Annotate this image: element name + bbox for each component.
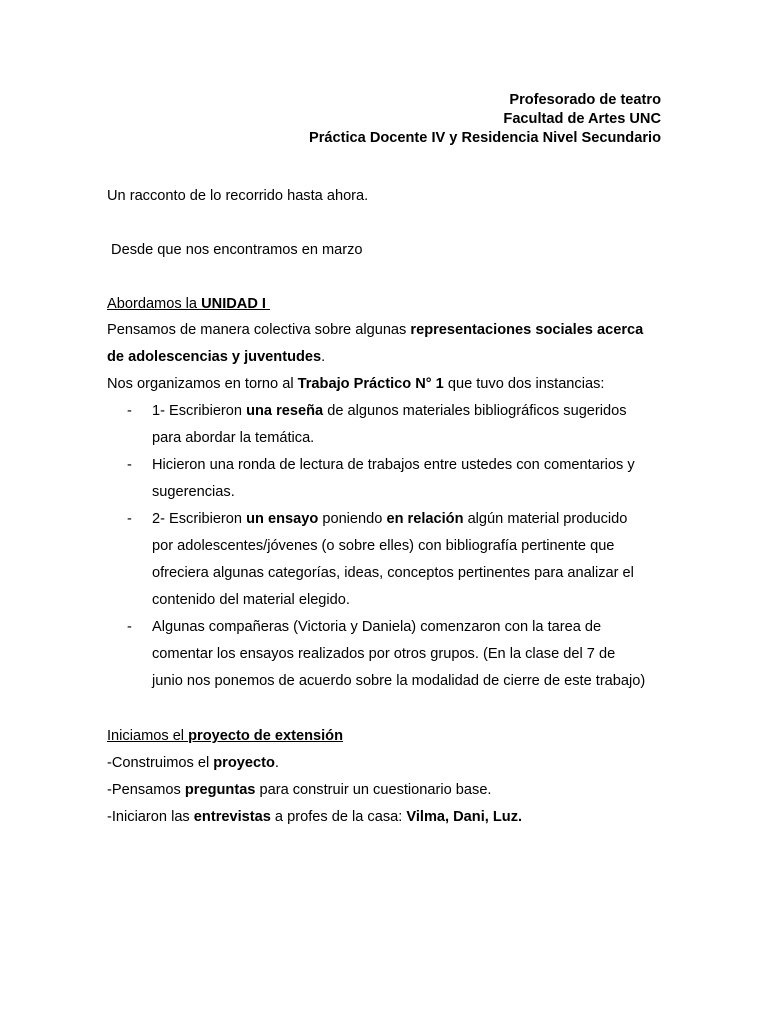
extension-l2-text: -Pensamos (107, 782, 185, 798)
unidad-p2-bold: Trabajo Práctico N° 1 (297, 376, 444, 392)
intro-racconto: Un racconto de lo recorrido hasta ahora. (107, 188, 369, 204)
header-line-2: Facultad de Artes UNC (503, 111, 661, 127)
list-item (127, 614, 687, 695)
extension-line-3 (107, 804, 667, 831)
bullet-4-line1: Algunas compañeras (Victoria y Daniela) comenzaron con la tarea de (152, 619, 602, 635)
unidad-p1-bold1: representaciones sociales acerca (410, 322, 644, 338)
extension-l1-bold: proyecto (213, 755, 275, 771)
extension-l1-text: -Construimos el (107, 755, 214, 771)
bullet-1-line2: para abordar la temática. (152, 430, 315, 446)
extension-l1-end: . (274, 755, 279, 771)
unidad-p2-line (107, 371, 667, 398)
bullet-dash: - (127, 457, 132, 473)
extension-l2-bold: preguntas (184, 782, 256, 798)
bullet-3-line2: por adolescentes/jóvenes (o sobre elles) con bibliografía pertinente que (152, 538, 615, 554)
document-header (107, 91, 661, 148)
bullet-dash: - (127, 619, 132, 635)
instancias-list (127, 398, 687, 695)
extension-l3-text: -Iniciaron las (107, 809, 194, 825)
extension-l3-bold2: Vilma, Dani, Luz. (406, 809, 523, 825)
bullet-3-text-a: 2- Escribieron (152, 511, 247, 527)
unidad-heading (107, 295, 270, 314)
bullet-1-bold: una reseña (246, 403, 324, 419)
bullet-3-text-b: poniendo (318, 511, 387, 527)
unidad-p1-bold2: de adolescencias y juventudes (107, 349, 322, 365)
list-item (127, 506, 687, 614)
extension-section (107, 723, 667, 831)
extension-line-1 (107, 750, 667, 777)
bullet-3-line4: contenido del material elegido. (152, 592, 350, 608)
unidad-heading-prefix: Abordamos la (107, 296, 202, 312)
bullet-dash: - (127, 511, 132, 527)
bullet-2-line2: sugerencias. (152, 484, 235, 500)
unidad-paragraph (107, 317, 667, 398)
bullet-3-line1 (152, 506, 687, 533)
bullet-3-bold1: un ensayo (246, 511, 319, 527)
bullet-1-text-b: de algunos materiales bibliográficos sugeridos (323, 403, 627, 419)
bullet-2-line1: Hicieron una ronda de lectura de trabajos entre ustedes con comentarios y (152, 457, 635, 473)
unidad-p1-end: . (321, 349, 326, 365)
intro-desde: Desde que nos encontramos en marzo (107, 242, 363, 258)
extension-heading-bold: proyecto de extensión (188, 728, 344, 744)
unidad-p1-line1 (107, 317, 667, 344)
bullet-1-text-a: 1- Escribieron (152, 403, 247, 419)
unidad-p1-line2 (107, 344, 667, 371)
unidad-p2-end: que tuvo dos instancias: (443, 376, 605, 392)
bullet-4-line2: comentar los ensayos realizados por otros grupos. (En la clase del 7 de (152, 646, 616, 662)
list-item (127, 398, 687, 452)
unidad-p1-text: Pensamos de manera colectiva sobre algunas (107, 322, 411, 338)
list-item (127, 452, 687, 506)
unidad-p2-text: Nos organizamos en torno al (107, 376, 298, 392)
extension-line-2 (107, 777, 667, 804)
header-line-1: Profesorado de teatro (509, 92, 661, 108)
unidad-heading-bold: UNIDAD I (201, 296, 271, 312)
bullet-dash: - (127, 403, 132, 419)
bullet-3-text-c: algún material producido (463, 511, 628, 527)
extension-heading (107, 723, 667, 750)
header-line-3: Práctica Docente IV y Residencia Nivel Secundario (308, 130, 661, 146)
bullet-1-line1 (152, 398, 687, 425)
bullet-3-line3: ofreciera algunas categorías, ideas, conceptos pertinentes para analizar el (152, 565, 634, 581)
extension-l2-end: para construir un cuestionario base. (255, 782, 492, 798)
extension-heading-prefix: Iniciamos el (107, 728, 189, 744)
extension-l3-bold1: entrevistas (193, 809, 271, 825)
bullet-4-line3: junio nos ponemos de acuerdo sobre la modalidad de cierre de este trabajo) (152, 673, 646, 689)
bullet-3-bold2: en relación (386, 511, 464, 527)
extension-l3-text-b: a profes de la casa: (270, 809, 407, 825)
